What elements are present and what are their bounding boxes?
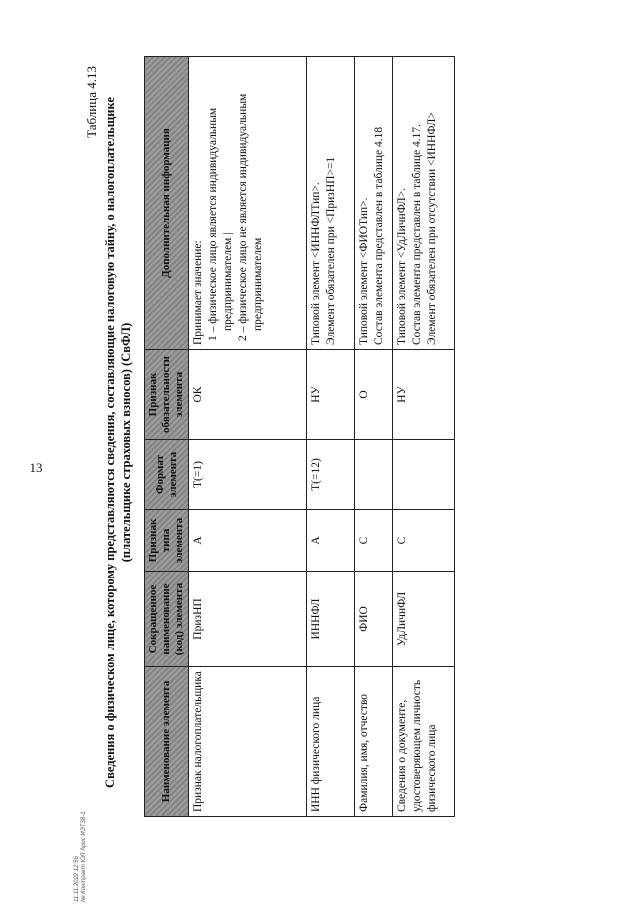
info-line: Состав элемента представлен в таблице 4.17. — [411, 123, 423, 345]
cell-code: ИННФЛ — [307, 572, 355, 667]
table-row — [355, 57, 393, 817]
table-number: Таблица 4.13 — [84, 66, 99, 138]
table-row — [307, 57, 355, 817]
cell-type: С — [355, 510, 393, 572]
cell-type: С — [393, 510, 455, 572]
info-line: Элемент обязателен при <ПризНП>=1 — [325, 156, 337, 345]
cell-required: НУ — [307, 350, 355, 440]
cell-name: Фамилия, имя, отчество — [355, 667, 393, 817]
cell-name: Сведения о документе, удостоверяющем личность физического лица — [393, 667, 455, 817]
rotated-content — [84, 30, 640, 855]
page-number: 13 — [29, 460, 43, 475]
cell-info — [189, 57, 307, 350]
info-line: Типовой элемент <ФИОТип>. — [358, 197, 370, 345]
info-line: Типовой элемент <УдЛичнФЛ>. — [396, 187, 408, 345]
stamp-line-2: № Контракт ЮЛ Арис ИЭТ38-1 — [81, 811, 87, 902]
cell-type: А — [189, 510, 307, 572]
cell-code: ФИО — [355, 572, 393, 667]
elements-table — [144, 56, 455, 817]
header-required: Признак обязательности элемента — [145, 350, 189, 440]
header-name: Наименование элемента — [145, 667, 189, 817]
info-line: Типовой элемент <ИННФЛТип>. — [310, 182, 322, 345]
title-line-2: (плательщике страховых взносов) (СвФЛ) — [119, 322, 133, 563]
cell-required: НУ — [393, 350, 455, 440]
header-code: Сокращенное наименование (код) элемента — [145, 572, 189, 667]
cell-code: УдЛичнФЛ — [393, 572, 455, 667]
info-line: Элемент обязателен при отсутствии <ИННФЛ> — [426, 112, 438, 345]
table-title — [102, 70, 134, 815]
cell-required: О — [355, 350, 393, 440]
document-stamp — [74, 812, 88, 902]
table-header-row — [145, 57, 189, 817]
cell-name: Признак налогоплательщика — [189, 667, 307, 817]
cell-format: Т(=1) — [189, 440, 307, 510]
info-line: Состав элемента представлен в таблице 4.18 — [373, 126, 385, 345]
cell-format — [393, 440, 455, 510]
cell-info — [393, 57, 455, 350]
info-line: 1 – физическое лицо является индивидуальным предпринимателем | — [207, 107, 234, 341]
table-row — [189, 57, 307, 817]
cell-format: Т(=12) — [307, 440, 355, 510]
cell-code: ПризНП — [189, 572, 307, 667]
table-row — [393, 57, 455, 817]
cell-info — [307, 57, 355, 350]
cell-info — [355, 57, 393, 350]
title-line-1: Сведения о физическом лице, которому представляются сведения, составляющие налоговую тайну, о налогоплательщике — [103, 97, 117, 788]
cell-type: А — [307, 510, 355, 572]
header-type: Признак типа элемента — [145, 510, 189, 572]
stamp-line-1: 11.11.2022 12:56 — [74, 856, 80, 902]
info-line: Принимает значение: — [192, 240, 204, 345]
cell-name: ИНН физического лица — [307, 667, 355, 817]
info-line: 2 – физическое лицо не является индивидуальным предпринимателем — [237, 93, 264, 341]
header-format: Формат элемента — [145, 440, 189, 510]
cell-required: ОК — [189, 350, 307, 440]
cell-format — [355, 440, 393, 510]
header-info: Дополнительная информация — [145, 57, 189, 350]
